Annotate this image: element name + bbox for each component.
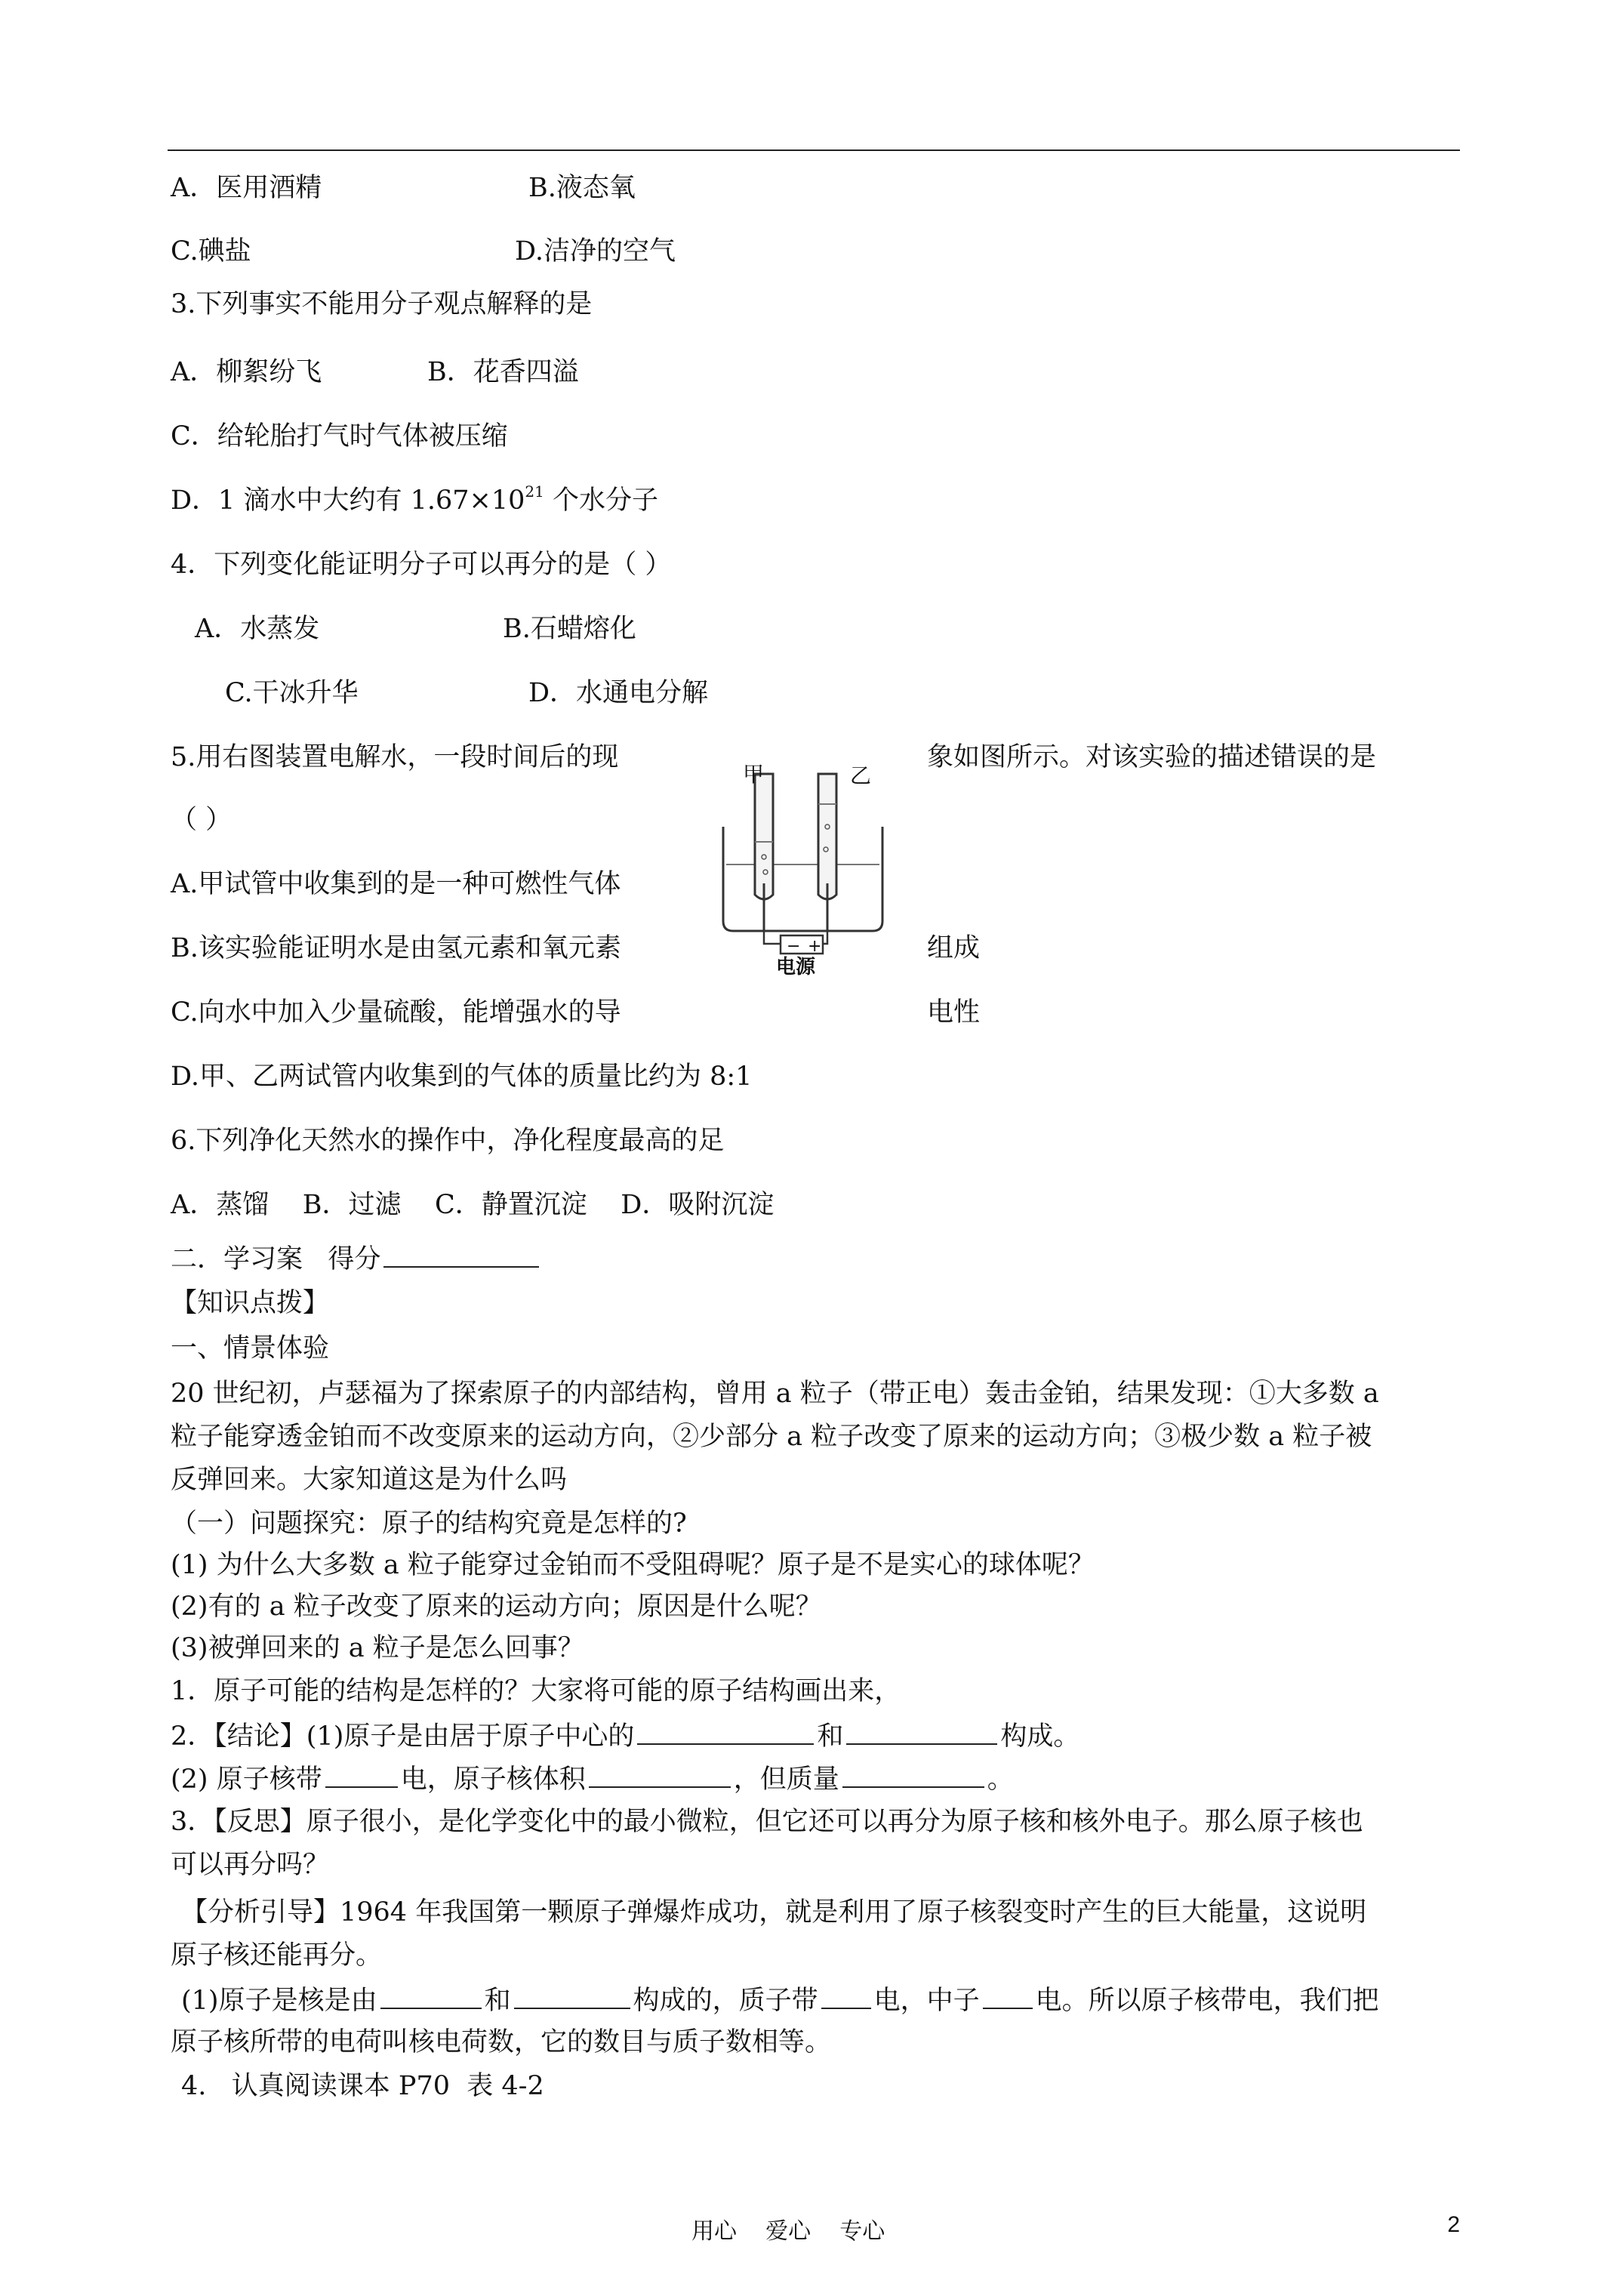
blank-electrons <box>846 1718 997 1745</box>
nucleus-text-1: (1)原子是核是由 <box>181 1986 377 2016</box>
q4-option-d: D．水通电分解 <box>528 678 709 708</box>
tube-right-label: 乙 <box>850 763 872 788</box>
plus-label: + <box>808 937 822 956</box>
nucleus-text-4: 电。所以原子核带电，我们把 <box>1035 1986 1379 2016</box>
step-2-part-2 <box>171 1761 1014 1797</box>
step-2-and: 和 <box>817 1721 844 1752</box>
q3-option-a: A．柳絮纷飞 <box>171 357 322 387</box>
power-caption: 电源 <box>776 956 816 976</box>
q5-stem-right: 象如图所示。对该实验的描述错误的是 <box>927 742 1377 772</box>
inquiry-heading: （一）问题探究：原子的结构究竟是怎样的? <box>171 1509 687 1539</box>
q3d-exponent: 21 <box>525 482 544 501</box>
blank-mass <box>842 1761 984 1788</box>
electrolysis-figure <box>705 751 898 976</box>
analysis-line-2: 原子核还能再分。 <box>171 1940 383 1971</box>
nucleus-text-2: 构成的，质子带 <box>633 1986 818 2016</box>
charge-text: (2) 原子核带 <box>171 1764 322 1795</box>
step-2-period: 。 <box>987 1764 1014 1795</box>
tube-left-label: 甲 <box>743 762 765 787</box>
q4-stem: 4．下列变化能证明分子可以再分的是（ ） <box>171 550 672 580</box>
q4-option-a: A．水蒸发 <box>195 614 320 644</box>
q5-option-a: A.甲试管中收集到的是一种可燃性气体 <box>171 869 621 899</box>
inquiry-2: (2)有的 a 粒子改变了原来的运动方向；原因是什么呢？ <box>171 1592 822 1622</box>
q5-option-c-left: C.向水中加入少量硫酸，能增强水的导 <box>171 997 621 1028</box>
q5-option-b-right: 组成 <box>927 933 981 963</box>
para-line-3: 反弹回来。大家知道这是为什么吗 <box>171 1465 568 1495</box>
inquiry-1: (1) 为什么大多数 a 粒子能穿过金铂而不受阻碍呢？原子是不是实心的球体呢？ <box>171 1550 1095 1580</box>
step-3-line-2: 可以再分吗？ <box>171 1850 330 1880</box>
header-rule <box>168 149 1460 151</box>
analysis-line-1: 【分析引导】1964 年我国第一颗原子弹爆炸成功，就是利用了原子核裂变时产生的巨大能量，这说明 <box>181 1897 1367 1928</box>
score-blank <box>383 1240 539 1268</box>
blank-neutrons <box>514 1982 630 2009</box>
q3-option-d <box>171 483 658 518</box>
q5-answer-paren: （ ） <box>171 805 233 835</box>
q2-option-d: D.洁净的空气 <box>515 236 676 267</box>
mass-text: ，但质量 <box>733 1764 839 1795</box>
blank-protons <box>380 1982 482 2009</box>
inquiry-3: (3)被弹回来的 a 粒子是怎么回事？ <box>171 1633 584 1663</box>
q3-option-b: B．花香四溢 <box>427 357 579 387</box>
blank-proton-charge <box>821 1982 871 2009</box>
q2-option-a: A．医用酒精 <box>171 173 322 203</box>
blank-volume <box>589 1761 731 1788</box>
knowledge-heading: 【知识点拨】 <box>171 1288 330 1318</box>
step-3-line-1: 3．【反思】原子很小，是化学变化中的最小微粒，但它还可以再分为原子核和核外电子。那么原子核也 <box>171 1807 1363 1837</box>
nucleus-line-1 <box>181 1982 1379 2018</box>
q5-option-b-left: B.该实验能证明水是由氢元素和氧元素 <box>171 933 621 963</box>
step-2-text: 2．【结论】(1)原子是由居于原子中心的 <box>171 1721 635 1752</box>
nucleus-line-2: 原子核所带的电荷叫核电荷数，它的数目与质子数相等。 <box>171 2027 832 2057</box>
q3-option-c: C．给轮胎打气时气体被压缩 <box>171 421 508 451</box>
step-2-end: 构成。 <box>1000 1721 1080 1752</box>
para-line-2: 粒子能穿透金铂而不改变原来的运动方向，②少部分 a 粒子改变了原来的运动方向；③极少数 a 粒子被 <box>171 1422 1372 1452</box>
q4-option-c: C.干冰升华 <box>225 678 359 708</box>
minus-label: − <box>787 937 801 956</box>
section-2-heading <box>171 1240 542 1277</box>
q6-options: A．蒸馏 B．过滤 C．静置沉淀 D．吸附沉淀 <box>171 1190 775 1220</box>
q5-option-d: D.甲、乙两试管内收集到的气体的质量比约为 8:1 <box>171 1062 753 1092</box>
blank-charge <box>325 1761 398 1788</box>
section-2-text: 二．学习案 得分 <box>171 1244 381 1274</box>
nucleus-and: 和 <box>484 1986 511 2016</box>
q3-stem: 3.下列事实不能用分子观点解释的是 <box>171 289 593 319</box>
q5-option-c-right: 电性 <box>927 997 981 1028</box>
para-line-1: 20 世纪初，卢瑟福为了探索原子的内部结构，曾用 a 粒子（带正电）轰击金铂，结果发现：①大多数 a <box>171 1379 1379 1409</box>
step-2-conclusion <box>171 1718 1079 1754</box>
nucleus-text-3: 电，中子 <box>873 1986 980 2016</box>
volume-text: 电，原子核体积 <box>400 1764 586 1795</box>
blank-neutron-charge <box>983 1982 1033 2009</box>
q2-option-c: C.碘盐 <box>171 236 251 267</box>
blank-nucleus <box>637 1718 814 1745</box>
footer-motto: 用心 爱心 专心 <box>691 2218 885 2245</box>
step-1: 1．原子可能的结构是怎样的？大家将可能的原子结构画出来， <box>171 1676 901 1706</box>
page-number: 2 <box>1447 2212 1460 2237</box>
step-4: 4. 认真阅读课本 P70 表 4-2 <box>181 2071 544 2101</box>
q3d-text: D．1 滴水中大约有 1.67×10 <box>171 485 525 516</box>
electrolysis-diagram <box>705 751 898 976</box>
q2-option-b: B.液态氧 <box>528 173 636 203</box>
q5-stem-left: 5.用右图装置电解水，一段时间后的现 <box>171 742 619 772</box>
q4-option-b: B.石蜡熔化 <box>503 614 636 644</box>
q3d-text-end: 个水分子 <box>544 485 658 516</box>
scene-heading: 一、情景体验 <box>171 1333 330 1364</box>
q6-stem: 6.下列净化天然水的操作中，净化程度最高的足 <box>171 1126 725 1156</box>
